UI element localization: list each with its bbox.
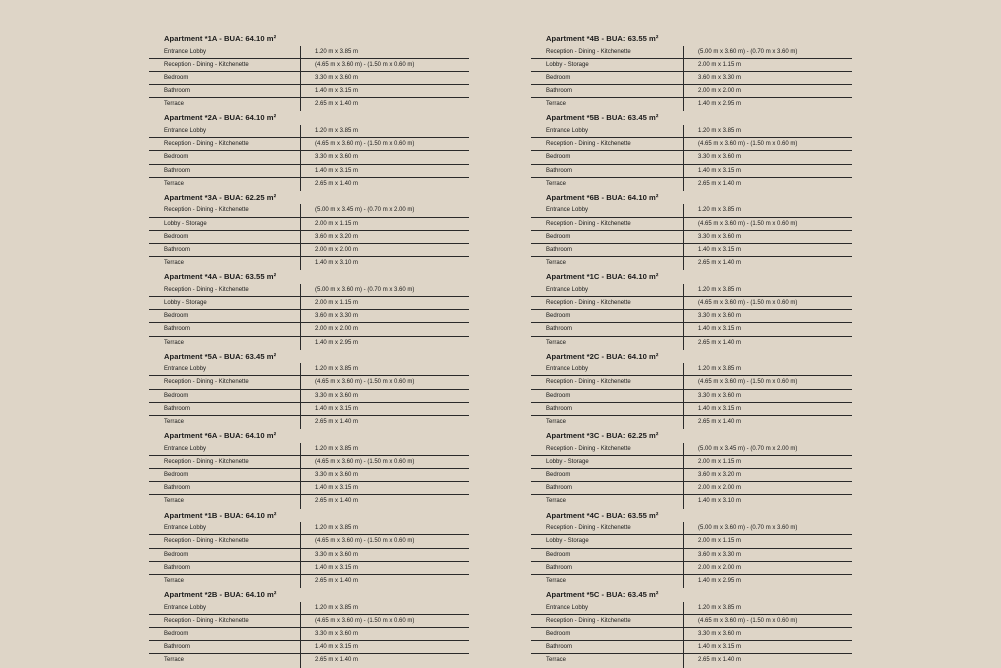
room-dimensions: (4.65 m x 3.60 m) - (1.50 m x 0.60 m) — [300, 456, 469, 469]
room-dimensions: 1.40 m x 3.15 m — [683, 403, 852, 416]
apartment-block — [531, 509, 852, 588]
room-dimensions: 1.40 m x 3.15 m — [300, 562, 469, 575]
room-dimensions: 1.40 m x 3.10 m — [683, 495, 852, 508]
room-row — [531, 562, 852, 575]
room-row — [149, 456, 469, 469]
apartment-title: Apartment *1B - BUA: 64.10 m² — [164, 510, 277, 520]
room-dimensions: 1.20 m x 3.85 m — [683, 284, 852, 297]
room-dimensions: 2.65 m x 1.40 m — [300, 654, 469, 667]
room-row — [531, 297, 852, 310]
room-dimensions: 1.20 m x 3.85 m — [300, 522, 469, 535]
apartment-room-table — [149, 602, 469, 668]
room-dimensions: (4.65 m x 3.60 m) - (1.50 m x 0.60 m) — [300, 535, 469, 548]
room-name: Bathroom — [531, 323, 683, 336]
apartment-block — [531, 191, 852, 270]
room-dimensions: 1.40 m x 2.95 m — [683, 575, 852, 588]
room-dimensions: 3.60 m x 3.20 m — [300, 231, 469, 244]
room-row — [531, 641, 852, 654]
room-row — [531, 602, 852, 615]
room-name: Bathroom — [149, 562, 300, 575]
room-dimensions: 2.65 m x 1.40 m — [683, 654, 852, 667]
apartment-block — [149, 32, 469, 111]
apartment-room-table — [531, 522, 852, 588]
room-dimensions: 2.65 m x 1.40 m — [300, 98, 469, 111]
room-name: Bedroom — [149, 310, 300, 323]
room-dimensions: 2.00 m x 2.00 m — [683, 562, 852, 575]
room-name: Terrace — [164, 498, 185, 505]
room-dimensions: 1.40 m x 3.15 m — [683, 641, 852, 654]
room-row — [149, 218, 469, 231]
room-name: Reception - Dining - Kitchenette — [531, 218, 683, 231]
room-dimensions: 2.65 m x 1.40 m — [683, 178, 852, 191]
room-dimensions: (4.65 m x 3.60 m) - (1.50 m x 0.60 m) — [300, 138, 469, 151]
apartment-title: Apartment *2B - BUA: 64.10 m² — [164, 590, 277, 600]
apartment-title: Apartment *5C - BUA: 63.45 m² — [546, 590, 659, 600]
room-name: Bathroom — [149, 323, 300, 336]
apartment-room-table — [531, 125, 852, 191]
room-row — [149, 138, 469, 151]
room-dimensions: 2.65 m x 1.40 m — [300, 416, 469, 429]
room-dimensions: (5.00 m x 3.60 m) - (0.70 m x 3.60 m) — [683, 522, 852, 535]
apartment-room-table — [531, 363, 852, 429]
room-row — [149, 310, 469, 323]
room-dimensions: 3.30 m x 3.60 m — [300, 549, 469, 562]
room-row — [149, 469, 469, 482]
apartment-title: Apartment *1C - BUA: 64.10 m² — [546, 272, 659, 282]
apartment-room-table — [149, 204, 469, 270]
room-row — [149, 562, 469, 575]
room-name: Bathroom — [149, 85, 300, 98]
room-row — [531, 469, 852, 482]
room-name: Bedroom — [149, 72, 300, 85]
room-name: Bedroom — [531, 628, 683, 641]
apartment-block — [149, 509, 469, 588]
apartment-title: Apartment *4A - BUA: 63.55 m² — [164, 272, 277, 282]
room-row — [149, 257, 469, 270]
room-row — [149, 495, 469, 508]
room-dimensions: 1.40 m x 3.10 m — [300, 257, 469, 270]
room-dimensions: 3.30 m x 3.60 m — [300, 469, 469, 482]
room-dimensions: 3.30 m x 3.60 m — [683, 231, 852, 244]
room-row — [149, 376, 469, 389]
room-name: Entrance Lobby — [149, 363, 300, 376]
room-name: Entrance Lobby — [149, 443, 300, 456]
room-name: Bathroom — [149, 641, 300, 654]
room-dimensions: 3.30 m x 3.60 m — [300, 151, 469, 164]
room-name: Reception - Dining - Kitchenette — [531, 615, 683, 628]
room-name: Reception - Dining - Kitchenette — [531, 443, 683, 456]
room-name: Reception - Dining - Kitchenette — [531, 376, 683, 389]
room-row — [149, 654, 469, 667]
room-name: Terrace — [164, 657, 185, 664]
room-name: Bathroom — [149, 165, 300, 178]
room-dimensions: 2.00 m x 1.15 m — [300, 218, 469, 231]
apartment-room-table — [531, 46, 852, 112]
room-row — [149, 403, 469, 416]
room-name: Lobby - Storage — [149, 218, 300, 231]
apartment-room-table — [149, 125, 469, 191]
room-dimensions: 1.20 m x 3.85 m — [300, 602, 469, 615]
apartment-block — [531, 270, 852, 349]
apartment-block — [149, 350, 469, 429]
room-name: Entrance Lobby — [149, 522, 300, 535]
room-row — [531, 416, 852, 429]
apartment-title: Apartment *6A - BUA: 64.10 m² — [164, 431, 277, 441]
room-row — [531, 151, 852, 164]
room-row — [149, 165, 469, 178]
room-dimensions: (4.65 m x 3.60 m) - (1.50 m x 0.60 m) — [683, 615, 852, 628]
apartment-block — [531, 429, 852, 508]
room-row — [149, 46, 469, 59]
room-dimensions: 1.40 m x 3.15 m — [683, 244, 852, 257]
room-row — [531, 244, 852, 257]
room-dimensions: 2.65 m x 1.40 m — [683, 257, 852, 270]
room-name: Bedroom — [149, 231, 300, 244]
room-name: Entrance Lobby — [149, 602, 300, 615]
apartment-room-table — [149, 284, 469, 350]
room-dimensions: 1.20 m x 3.85 m — [683, 204, 852, 217]
room-row — [149, 297, 469, 310]
room-row — [149, 602, 469, 615]
room-row — [531, 323, 852, 336]
room-row — [531, 363, 852, 376]
apartment-title: Apartment *2A - BUA: 64.10 m² — [164, 113, 277, 123]
room-dimensions: 1.20 m x 3.85 m — [683, 363, 852, 376]
room-row — [531, 535, 852, 548]
room-dimensions: 3.30 m x 3.60 m — [683, 151, 852, 164]
room-name: Reception - Dining - Kitchenette — [149, 456, 300, 469]
room-name: Reception - Dining - Kitchenette — [149, 615, 300, 628]
room-name: Bedroom — [531, 469, 683, 482]
room-dimensions: 1.20 m x 3.85 m — [300, 443, 469, 456]
room-row — [149, 178, 469, 191]
room-row — [531, 549, 852, 562]
room-row — [531, 204, 852, 217]
room-row — [531, 46, 852, 59]
room-row — [149, 125, 469, 138]
room-dimensions: 1.40 m x 3.15 m — [300, 165, 469, 178]
room-dimensions: 1.20 m x 3.85 m — [300, 46, 469, 59]
room-dimensions: (5.00 m x 3.60 m) - (0.70 m x 3.60 m) — [300, 284, 469, 297]
apartment-block — [531, 588, 852, 667]
apartment-block — [531, 111, 852, 190]
room-dimensions: 2.00 m x 2.00 m — [683, 482, 852, 495]
room-row — [531, 628, 852, 641]
room-dimensions: 2.00 m x 1.15 m — [683, 535, 852, 548]
room-row — [149, 323, 469, 336]
room-name: Entrance Lobby — [531, 125, 683, 138]
room-row — [531, 456, 852, 469]
room-dimensions: 3.30 m x 3.60 m — [683, 628, 852, 641]
room-dimensions: (5.00 m x 3.45 m) - (0.70 m x 2.00 m) — [683, 443, 852, 456]
room-row — [531, 403, 852, 416]
room-dimensions: 3.30 m x 3.60 m — [683, 310, 852, 323]
room-name: Bedroom — [531, 151, 683, 164]
room-dimensions: 1.40 m x 2.95 m — [300, 337, 469, 350]
room-name: Entrance Lobby — [149, 46, 300, 59]
room-row — [531, 257, 852, 270]
room-name: Terrace — [546, 419, 567, 425]
room-row — [149, 549, 469, 562]
room-name: Bedroom — [149, 469, 300, 482]
room-row — [149, 204, 469, 217]
room-row — [149, 363, 469, 376]
room-dimensions: 1.40 m x 3.15 m — [300, 85, 469, 98]
room-row — [531, 59, 852, 72]
apartment-block — [531, 32, 852, 111]
room-row — [149, 244, 469, 257]
room-dimensions: 1.20 m x 3.85 m — [683, 125, 852, 138]
room-name: Bedroom — [531, 549, 683, 562]
apartment-room-table — [531, 284, 852, 350]
room-dimensions: (4.65 m x 3.60 m) - (1.50 m x 0.60 m) — [683, 297, 852, 310]
room-row — [149, 641, 469, 654]
room-name: Reception - Dining - Kitchenette — [531, 522, 683, 535]
room-dimensions: (4.65 m x 3.60 m) - (1.50 m x 0.60 m) — [300, 376, 469, 389]
room-dimensions: 1.20 m x 3.85 m — [683, 602, 852, 615]
apartment-title: Apartment *3C - BUA: 62.25 m² — [546, 431, 659, 441]
room-row — [531, 125, 852, 138]
room-name: Terrace — [164, 577, 185, 584]
right-column — [531, 32, 852, 668]
room-dimensions: (4.65 m x 3.60 m) - (1.50 m x 0.60 m) — [300, 615, 469, 628]
apartment-block — [149, 191, 469, 270]
room-dimensions: 1.20 m x 3.85 m — [300, 363, 469, 376]
room-row — [531, 231, 852, 244]
room-dimensions: 3.60 m x 3.30 m — [300, 310, 469, 323]
room-row — [149, 628, 469, 641]
room-name: Reception - Dining - Kitchenette — [149, 59, 300, 72]
room-name: Reception - Dining - Kitchenette — [531, 46, 683, 59]
apartment-title: Apartment *2C - BUA: 64.10 m² — [546, 351, 659, 361]
room-row — [531, 337, 852, 350]
room-dimensions: 3.30 m x 3.60 m — [683, 390, 852, 403]
room-row — [149, 416, 469, 429]
room-dimensions: 3.30 m x 3.60 m — [300, 390, 469, 403]
room-name: Terrace — [546, 339, 567, 346]
room-dimensions: 1.40 m x 3.15 m — [300, 482, 469, 495]
room-name: Bedroom — [531, 72, 683, 85]
room-row — [149, 98, 469, 111]
room-name: Bathroom — [531, 244, 683, 257]
apartment-block — [149, 429, 469, 508]
apartment-room-table — [531, 443, 852, 509]
room-row — [531, 654, 852, 667]
apartment-block — [149, 588, 469, 667]
room-dimensions: 2.00 m x 1.15 m — [300, 297, 469, 310]
room-dimensions: 2.65 m x 1.40 m — [300, 575, 469, 588]
room-name: Lobby - Storage — [531, 456, 683, 469]
apartment-block — [149, 111, 469, 190]
left-column — [149, 32, 469, 668]
apartment-room-table — [531, 204, 852, 270]
room-name: Bedroom — [531, 310, 683, 323]
room-name: Terrace — [546, 260, 567, 267]
room-row — [149, 72, 469, 85]
apartment-room-table — [149, 522, 469, 588]
room-dimensions: (4.65 m x 3.60 m) - (1.50 m x 0.60 m) — [683, 218, 852, 231]
room-dimensions: 1.40 m x 2.95 m — [683, 98, 852, 111]
room-row — [531, 575, 852, 588]
room-row — [149, 482, 469, 495]
room-dimensions: 2.65 m x 1.40 m — [300, 178, 469, 191]
room-row — [531, 443, 852, 456]
room-name: Terrace — [164, 419, 185, 425]
room-row — [531, 178, 852, 191]
room-name: Bathroom — [531, 482, 683, 495]
room-name: Bedroom — [149, 549, 300, 562]
room-name: Terrace — [164, 260, 185, 267]
room-row — [149, 390, 469, 403]
apartment-block — [149, 270, 469, 349]
room-name: Bedroom — [149, 628, 300, 641]
room-name: Bathroom — [531, 403, 683, 416]
room-row — [149, 615, 469, 628]
room-row — [149, 151, 469, 164]
room-name: Bedroom — [149, 151, 300, 164]
room-name: Entrance Lobby — [149, 125, 300, 138]
room-row — [149, 59, 469, 72]
room-row — [531, 376, 852, 389]
room-name: Bathroom — [531, 85, 683, 98]
apartment-title: Apartment *5A - BUA: 63.45 m² — [164, 351, 277, 361]
room-name: Lobby - Storage — [531, 59, 683, 72]
room-name: Bathroom — [531, 641, 683, 654]
room-name: Reception - Dining - Kitchenette — [149, 535, 300, 548]
room-dimensions: 3.60 m x 3.20 m — [683, 469, 852, 482]
room-row — [531, 390, 852, 403]
apartment-title: Apartment *3A - BUA: 62.25 m² — [164, 192, 277, 202]
room-dimensions: 2.00 m x 2.00 m — [300, 323, 469, 336]
room-name: Bathroom — [149, 482, 300, 495]
room-dimensions: 1.40 m x 3.15 m — [683, 165, 852, 178]
room-dimensions: 3.30 m x 3.60 m — [300, 628, 469, 641]
room-name: Bathroom — [149, 403, 300, 416]
room-row — [149, 575, 469, 588]
apartment-title: Apartment *5B - BUA: 63.45 m² — [546, 113, 659, 123]
room-name: Bedroom — [531, 390, 683, 403]
room-dimensions: 2.65 m x 1.40 m — [300, 495, 469, 508]
room-name: Reception - Dining - Kitchenette — [531, 138, 683, 151]
room-dimensions: 1.20 m x 3.85 m — [300, 125, 469, 138]
room-name: Terrace — [546, 498, 567, 505]
room-row — [531, 165, 852, 178]
room-dimensions: 1.40 m x 3.15 m — [683, 323, 852, 336]
room-dimensions: 2.00 m x 1.15 m — [683, 456, 852, 469]
room-dimensions: 1.40 m x 3.15 m — [300, 403, 469, 416]
room-name: Entrance Lobby — [531, 204, 683, 217]
room-row — [149, 284, 469, 297]
room-name: Entrance Lobby — [531, 602, 683, 615]
room-row — [531, 482, 852, 495]
room-name: Bathroom — [149, 244, 300, 257]
room-dimensions: (5.00 m x 3.60 m) - (0.70 m x 3.60 m) — [683, 46, 852, 59]
room-dimensions: (4.65 m x 3.60 m) - (1.50 m x 0.60 m) — [683, 138, 852, 151]
room-row — [149, 231, 469, 244]
room-name: Entrance Lobby — [531, 284, 683, 297]
room-dimensions: 3.60 m x 3.30 m — [683, 549, 852, 562]
room-row — [149, 85, 469, 98]
room-row — [531, 98, 852, 111]
apartment-room-table — [149, 363, 469, 429]
room-row — [531, 138, 852, 151]
room-row — [531, 310, 852, 323]
room-name: Bathroom — [531, 165, 683, 178]
room-name: Reception - Dining - Kitchenette — [149, 376, 300, 389]
room-name: Lobby - Storage — [149, 297, 300, 310]
room-row — [531, 218, 852, 231]
room-name: Entrance Lobby — [531, 363, 683, 376]
room-row — [531, 85, 852, 98]
room-name: Lobby - Storage — [531, 535, 683, 548]
room-name: Bathroom — [531, 562, 683, 575]
room-name: Bedroom — [149, 390, 300, 403]
room-name: Terrace — [164, 339, 185, 346]
room-row — [149, 337, 469, 350]
room-dimensions: 1.40 m x 3.15 m — [300, 641, 469, 654]
apartment-block — [531, 350, 852, 429]
room-dimensions: 2.00 m x 2.00 m — [300, 244, 469, 257]
room-name: Terrace — [546, 657, 567, 664]
room-dimensions: 2.65 m x 1.40 m — [683, 337, 852, 350]
room-name: Terrace — [164, 180, 185, 187]
room-dimensions: 3.30 m x 3.60 m — [300, 72, 469, 85]
room-dimensions: (4.65 m x 3.60 m) - (1.50 m x 0.60 m) — [300, 59, 469, 72]
room-row — [149, 535, 469, 548]
apartment-room-table — [531, 602, 852, 668]
room-name: Bedroom — [531, 231, 683, 244]
room-dimensions: 3.60 m x 3.30 m — [683, 72, 852, 85]
room-dimensions: (5.00 m x 3.45 m) - (0.70 m x 2.00 m) — [300, 204, 469, 217]
apartment-room-table — [149, 443, 469, 509]
room-name: Terrace — [546, 180, 567, 187]
room-row — [149, 522, 469, 535]
room-row — [531, 72, 852, 85]
apartment-title: Apartment *6B - BUA: 64.10 m² — [546, 192, 659, 202]
room-name: Terrace — [164, 101, 185, 108]
room-row — [531, 495, 852, 508]
room-row — [531, 522, 852, 535]
room-name: Terrace — [546, 577, 567, 584]
room-name: Reception - Dining - Kitchenette — [149, 138, 300, 151]
apartment-title: Apartment *4C - BUA: 63.55 m² — [546, 510, 659, 520]
room-name: Reception - Dining - Kitchenette — [149, 204, 300, 217]
room-dimensions: 2.00 m x 2.00 m — [683, 85, 852, 98]
apartment-title: Apartment *4B - BUA: 63.55 m² — [546, 34, 659, 43]
room-name: Reception - Dining - Kitchenette — [149, 284, 300, 297]
room-name: Terrace — [546, 101, 567, 108]
room-row — [531, 615, 852, 628]
room-dimensions: 2.65 m x 1.40 m — [683, 416, 852, 429]
apartment-room-table — [149, 46, 469, 112]
room-row — [531, 284, 852, 297]
room-dimensions: 2.00 m x 1.15 m — [683, 59, 852, 72]
room-row — [149, 443, 469, 456]
room-dimensions: (4.65 m x 3.60 m) - (1.50 m x 0.60 m) — [683, 376, 852, 389]
apartment-title: Apartment *1A - BUA: 64.10 m² — [164, 34, 277, 43]
room-name: Reception - Dining - Kitchenette — [531, 297, 683, 310]
